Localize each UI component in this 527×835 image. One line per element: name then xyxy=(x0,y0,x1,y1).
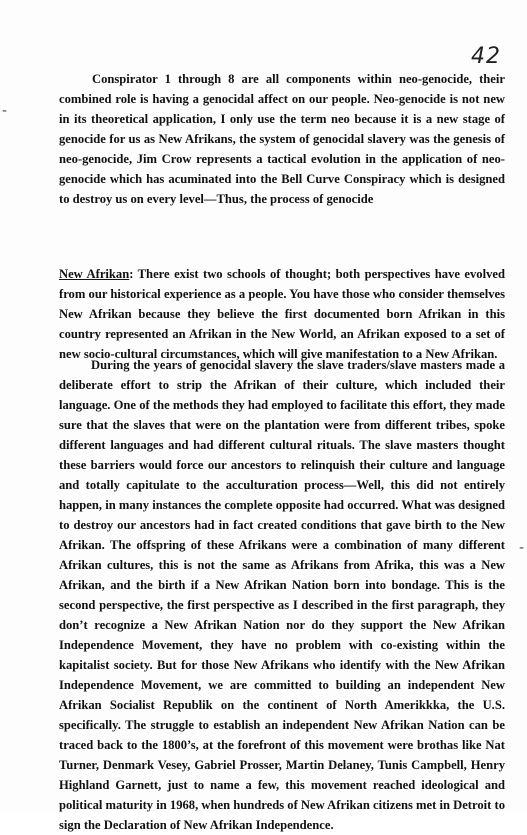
paragraph-1 xyxy=(59,69,505,209)
paragraph-2-body: : There exist two schools of thought; both perspectives have evolved from our historical experience as a people. You have those who consider themselves New Afrikan because they believe the first documented born Afrikan in this country represented an Afrikan in the New World, an Afrikan exposed to a set of new socio-cultural circumstances, which will give manifestation to a New Afrikan. xyxy=(59,267,505,361)
page-number: 42 xyxy=(471,44,501,69)
margin-mark-right: - xyxy=(518,540,524,556)
paragraph-1-text: Conspirator 1 through 8 are all components within neo-genocide, their combined role is having a genocidal affect on our people. Neo-genocide is not new in its theoretical application, I only use the term neo because it is a new stage of genocide for us as New Afrikans, the system of genocidal slavery was the genesis of neo-genocide, Jim Crow represents a tactical evolution in the application of neo-genocide which has acuminated into the Bell Curve Conspiracy which is designed to destroy us on every level—Thus, the process of genocide xyxy=(59,72,505,206)
margin-mark-left: - xyxy=(2,103,8,119)
paragraph-2-text xyxy=(59,264,505,364)
paragraph-2-heading: New Afrikan xyxy=(59,267,130,281)
paragraph-3 xyxy=(59,355,505,835)
paragraph-3-text: During the years of genocidal slavery the slave traders/slave masters made a deliberate effort to strip the Afrikan of their culture, which included their language. One of the methods they had employed to facilitate this effort, they made sure that the slaves that were on the plantation were from different tribes, spoke different languages and had different cultural rituals. The slave masters thought these barriers would force our ancestors to relinquish their culture and language and totally capitulate to the acculturation process—Well, this did not entirely happen, in many instances the complete opposite had occurred. What was designed to destroy our ancestors had in fact created conditions that gave birth to the New Afrikan. The offspring of these Afrikans were a combination of many different Afrikan cultures, this is not the same as Afrikans from Afrika, this was a New Afrikan, and the birth if a New Afrikan Nation born into bondage. This is the second perspective, the first perspective as I described in the first paragraph, they don’t recognize a New Afrikan Nation nor do they support the New Afrikan Independence Movement, they have no problem with co-existing within the kapitalist society. But for those New Afrikans who identify with the New Afrikan Independence Movement, we are committed to building an independent New Afrikan Socialist Republik on the continent of North Amerikkka, the U.S. specifically. The struggle to establish an independent New Afrikan Nation can be traced back to the 1800’s, at the forefront of this movement were brothas like Nat Turner, Denmark Vesey, Gabriel Prosser, Martin Delaney, Tunis Campbell, Henry Highland Garnett, just to name a few, this movement reached ideological and political maturity in 1968, when hundreds of New Afrikan citizens met in Detroit to sign the Declaration of New Afrikan Independence. xyxy=(59,358,505,832)
paragraph-2 xyxy=(59,264,505,364)
